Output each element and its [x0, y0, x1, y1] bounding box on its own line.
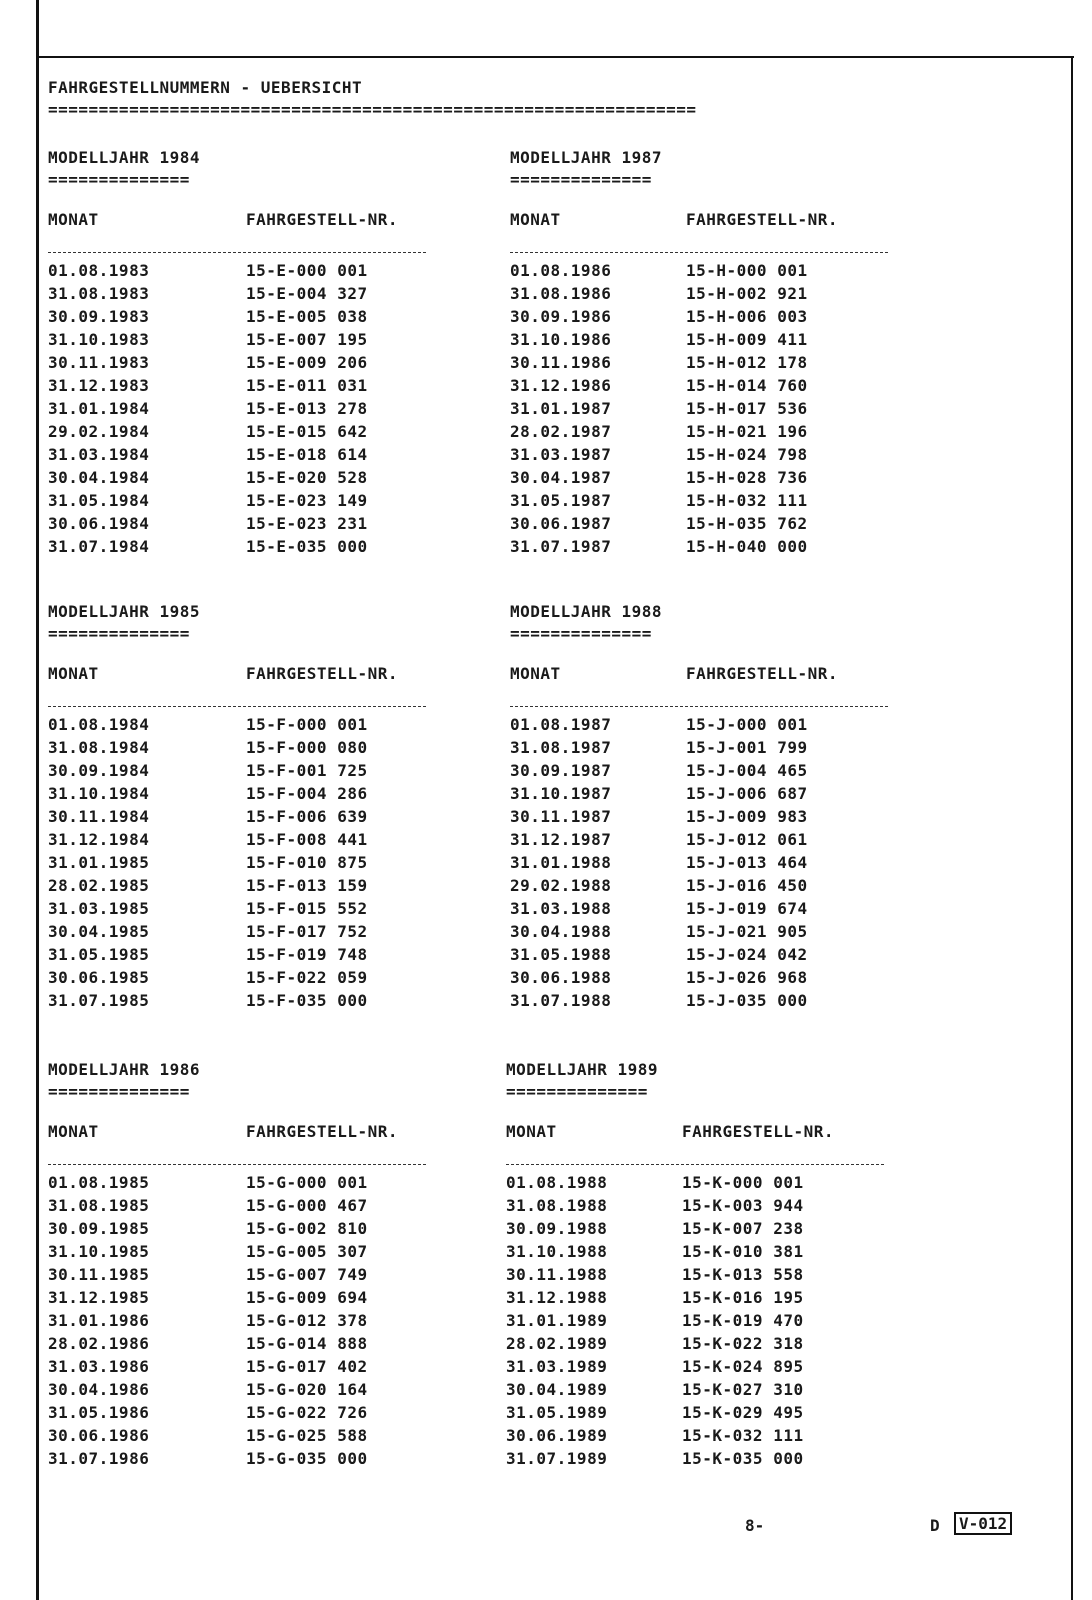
- section-title: MODELLJAHR 1986: [48, 1060, 200, 1079]
- chassis-number: 15-E-009 206: [246, 353, 368, 372]
- chassis-number: 15-K-029 495: [682, 1403, 804, 1422]
- table-row: [48, 284, 468, 307]
- chassis-number: 15-F-010 875: [246, 853, 368, 872]
- chassis-number: 15-J-012 061: [686, 830, 808, 849]
- month-date: 31.01.1984: [48, 399, 150, 418]
- month-date: 31.03.1987: [510, 445, 612, 464]
- month-date: 31.05.1985: [48, 945, 150, 964]
- month-date: 30.06.1986: [48, 1426, 150, 1445]
- month-date: 31.12.1987: [510, 830, 612, 849]
- chassis-number: 15-G-002 810: [246, 1219, 368, 1238]
- table-row: [48, 261, 468, 284]
- footer-letter: D: [930, 1516, 940, 1535]
- chassis-number: 15-F-017 752: [246, 922, 368, 941]
- month-date: 01.08.1986: [510, 261, 612, 280]
- section-modelljahr-1989: [506, 1060, 926, 1472]
- table-row: [506, 1265, 926, 1288]
- table-row: [506, 1242, 926, 1265]
- table-row: [510, 899, 930, 922]
- table-row: [506, 1380, 926, 1403]
- month-date: 30.11.1983: [48, 353, 150, 372]
- table-row: [48, 514, 468, 537]
- chassis-number: 15-K-027 310: [682, 1380, 804, 1399]
- chassis-number: 15-J-016 450: [686, 876, 808, 895]
- section-underline: ==============: [510, 624, 652, 643]
- table-row: [48, 876, 468, 899]
- month-date: 31.07.1986: [48, 1449, 150, 1468]
- month-date: 31.05.1989: [506, 1403, 608, 1422]
- chassis-number: 15-K-022 318: [682, 1334, 804, 1353]
- table-row: [510, 376, 930, 399]
- column-header: [510, 210, 930, 232]
- month-date: 31.07.1989: [506, 1449, 608, 1468]
- table-row: [510, 537, 930, 560]
- header-monat: MONAT: [510, 664, 561, 683]
- section-modelljahr-1987: [510, 148, 930, 560]
- chassis-number: 15-E-020 528: [246, 468, 368, 487]
- chassis-number: 15-K-032 111: [682, 1426, 804, 1445]
- table-row: [48, 1357, 468, 1380]
- chassis-number: 15-K-013 558: [682, 1265, 804, 1284]
- chassis-number: 15-G-000 467: [246, 1196, 368, 1215]
- month-date: 28.02.1985: [48, 876, 150, 895]
- month-date: 31.12.1983: [48, 376, 150, 395]
- month-date: 30.09.1988: [506, 1219, 608, 1238]
- chassis-number: 15-H-012 178: [686, 353, 808, 372]
- chassis-number: 15-E-004 327: [246, 284, 368, 303]
- document-title: FAHRGESTELLNUMMERN - UEBERSICHT: [48, 78, 363, 97]
- month-date: 30.04.1988: [510, 922, 612, 941]
- section-title: MODELLJAHR 1987: [510, 148, 662, 167]
- chassis-number: 15-E-018 614: [246, 445, 368, 464]
- chassis-number: 15-G-017 402: [246, 1357, 368, 1376]
- month-date: 31.01.1987: [510, 399, 612, 418]
- chassis-number: 15-H-014 760: [686, 376, 808, 395]
- section-underline: ==============: [506, 1082, 648, 1101]
- chassis-number: 15-K-003 944: [682, 1196, 804, 1215]
- chassis-number: 15-J-035 000: [686, 991, 808, 1010]
- month-date: 30.11.1988: [506, 1265, 608, 1284]
- chassis-number: 15-H-028 736: [686, 468, 808, 487]
- chassis-number: 15-H-009 411: [686, 330, 808, 349]
- month-date: 28.02.1986: [48, 1334, 150, 1353]
- header-monat: MONAT: [510, 210, 561, 229]
- month-date: 30.11.1987: [510, 807, 612, 826]
- month-date: 30.09.1986: [510, 307, 612, 326]
- month-date: 30.04.1987: [510, 468, 612, 487]
- table-row: [506, 1449, 926, 1472]
- header-fahrgestell: FAHRGESTELL-NR.: [682, 1122, 834, 1141]
- table-row: [510, 807, 930, 830]
- month-date: 30.06.1989: [506, 1426, 608, 1445]
- month-date: 31.12.1988: [506, 1288, 608, 1307]
- column-header: [48, 1122, 468, 1144]
- chassis-number: 15-K-007 238: [682, 1219, 804, 1238]
- month-date: 31.07.1985: [48, 991, 150, 1010]
- table-row: [48, 945, 468, 968]
- section-title: MODELLJAHR 1985: [48, 602, 200, 621]
- table-row: [506, 1219, 926, 1242]
- header-fahrgestell: FAHRGESTELL-NR.: [686, 664, 838, 683]
- section-underline: ==============: [48, 1082, 190, 1101]
- month-date: 31.12.1985: [48, 1288, 150, 1307]
- month-date: 31.03.1989: [506, 1357, 608, 1376]
- chassis-number: 15-J-006 687: [686, 784, 808, 803]
- month-date: 01.08.1984: [48, 715, 150, 734]
- table-row: [48, 307, 468, 330]
- chassis-number: 15-G-025 588: [246, 1426, 368, 1445]
- month-date: 31.07.1987: [510, 537, 612, 556]
- table-row: [48, 422, 468, 445]
- table-row: [510, 830, 930, 853]
- month-date: 30.06.1985: [48, 968, 150, 987]
- section-modelljahr-1988: [510, 602, 930, 1014]
- table-row: [510, 330, 930, 353]
- title-underline: ================================================================: [48, 100, 697, 119]
- column-header: [510, 664, 930, 686]
- chassis-number: 15-F-008 441: [246, 830, 368, 849]
- header-divider: [510, 232, 888, 253]
- table-row: [48, 376, 468, 399]
- chassis-number: 15-H-035 762: [686, 514, 808, 533]
- table-row: [510, 876, 930, 899]
- month-date: 31.08.1983: [48, 284, 150, 303]
- month-date: 30.11.1985: [48, 1265, 150, 1284]
- table-rows: [48, 261, 468, 560]
- chassis-number: 15-F-004 286: [246, 784, 368, 803]
- table-row: [510, 491, 930, 514]
- month-date: 31.01.1988: [510, 853, 612, 872]
- month-date: 30.09.1987: [510, 761, 612, 780]
- chassis-number: 15-J-004 465: [686, 761, 808, 780]
- month-date: 31.08.1985: [48, 1196, 150, 1215]
- chassis-number: 15-E-000 001: [246, 261, 368, 280]
- chassis-number: 15-E-005 038: [246, 307, 368, 326]
- chassis-number: 15-F-000 001: [246, 715, 368, 734]
- table-row: [510, 353, 930, 376]
- table-row: [510, 307, 930, 330]
- header-divider: [48, 1144, 426, 1165]
- table-row: [48, 399, 468, 422]
- month-date: 31.01.1989: [506, 1311, 608, 1330]
- month-date: 28.02.1989: [506, 1334, 608, 1353]
- month-date: 31.07.1988: [510, 991, 612, 1010]
- section-title: MODELLJAHR 1989: [506, 1060, 658, 1079]
- table-row: [48, 807, 468, 830]
- table-row: [506, 1426, 926, 1449]
- table-row: [48, 468, 468, 491]
- table-row: [510, 784, 930, 807]
- table-row: [48, 1242, 468, 1265]
- table-row: [48, 1288, 468, 1311]
- section-title: MODELLJAHR 1988: [510, 602, 662, 621]
- column-header: [48, 664, 468, 686]
- chassis-number: 15-F-001 725: [246, 761, 368, 780]
- table-row: [48, 491, 468, 514]
- table-row: [48, 1403, 468, 1426]
- header-fahrgestell: FAHRGESTELL-NR.: [246, 664, 398, 683]
- chassis-number: 15-K-010 381: [682, 1242, 804, 1261]
- table-rows: [48, 1173, 468, 1472]
- left-border: [36, 0, 39, 1600]
- month-date: 01.08.1983: [48, 261, 150, 280]
- month-date: 31.01.1986: [48, 1311, 150, 1330]
- header-monat: MONAT: [48, 664, 99, 683]
- header-monat: MONAT: [506, 1122, 557, 1141]
- table-row: [48, 991, 468, 1014]
- table-row: [506, 1334, 926, 1357]
- chassis-number: 15-E-007 195: [246, 330, 368, 349]
- month-date: 30.06.1984: [48, 514, 150, 533]
- month-date: 01.08.1985: [48, 1173, 150, 1192]
- right-border: [1071, 56, 1073, 1600]
- column-header: [48, 210, 468, 232]
- month-date: 31.05.1987: [510, 491, 612, 510]
- header-fahrgestell: FAHRGESTELL-NR.: [246, 1122, 398, 1141]
- table-row: [510, 284, 930, 307]
- chassis-number: 15-K-000 001: [682, 1173, 804, 1192]
- section-modelljahr-1986: [48, 1060, 468, 1472]
- month-date: 30.11.1984: [48, 807, 150, 826]
- month-date: 31.03.1986: [48, 1357, 150, 1376]
- page-number: 8-: [745, 1516, 765, 1535]
- table-row: [510, 991, 930, 1014]
- table-row: [48, 922, 468, 945]
- table-row: [48, 738, 468, 761]
- document-page: [48, 78, 1048, 1588]
- month-date: 01.08.1988: [506, 1173, 608, 1192]
- header-monat: MONAT: [48, 1122, 99, 1141]
- table-row: [506, 1357, 926, 1380]
- chassis-number: 15-G-012 378: [246, 1311, 368, 1330]
- chassis-number: 15-G-035 000: [246, 1449, 368, 1468]
- table-row: [510, 445, 930, 468]
- month-date: 31.08.1987: [510, 738, 612, 757]
- table-rows: [48, 715, 468, 1014]
- section-title: MODELLJAHR 1984: [48, 148, 200, 167]
- chassis-number: 15-J-001 799: [686, 738, 808, 757]
- chassis-number: 15-G-000 001: [246, 1173, 368, 1192]
- chassis-number: 15-J-024 042: [686, 945, 808, 964]
- table-row: [48, 1196, 468, 1219]
- document-reference: V-012: [954, 1512, 1012, 1535]
- table-row: [48, 761, 468, 784]
- month-date: 31.03.1984: [48, 445, 150, 464]
- table-row: [510, 945, 930, 968]
- table-row: [510, 715, 930, 738]
- month-date: 31.10.1987: [510, 784, 612, 803]
- chassis-number: 15-F-022 059: [246, 968, 368, 987]
- chassis-number: 15-F-000 080: [246, 738, 368, 757]
- chassis-number: 15-G-020 164: [246, 1380, 368, 1399]
- chassis-number: 15-K-019 470: [682, 1311, 804, 1330]
- month-date: 31.10.1983: [48, 330, 150, 349]
- header-monat: MONAT: [48, 210, 99, 229]
- chassis-number: 15-E-035 000: [246, 537, 368, 556]
- section-underline: ==============: [48, 170, 190, 189]
- chassis-number: 15-F-019 748: [246, 945, 368, 964]
- table-row: [48, 853, 468, 876]
- chassis-number: 15-G-005 307: [246, 1242, 368, 1261]
- table-row: [510, 761, 930, 784]
- month-date: 30.04.1989: [506, 1380, 608, 1399]
- chassis-number: 15-K-016 195: [682, 1288, 804, 1307]
- top-border: [36, 56, 1074, 58]
- chassis-number: 15-E-015 642: [246, 422, 368, 441]
- table-row: [510, 399, 930, 422]
- month-date: 01.08.1987: [510, 715, 612, 734]
- table-row: [506, 1173, 926, 1196]
- chassis-number: 15-F-015 552: [246, 899, 368, 918]
- chassis-number: 15-H-040 000: [686, 537, 808, 556]
- table-row: [510, 422, 930, 445]
- chassis-number: 15-K-035 000: [682, 1449, 804, 1468]
- table-row: [510, 968, 930, 991]
- chassis-number: 15-E-013 278: [246, 399, 368, 418]
- table-rows: [510, 261, 930, 560]
- chassis-number: 15-H-002 921: [686, 284, 808, 303]
- table-row: [506, 1311, 926, 1334]
- header-divider: [506, 1144, 884, 1165]
- month-date: 29.02.1984: [48, 422, 150, 441]
- table-rows: [506, 1173, 926, 1472]
- chassis-number: 15-F-013 159: [246, 876, 368, 895]
- chassis-number: 15-G-014 888: [246, 1334, 368, 1353]
- month-date: 31.12.1986: [510, 376, 612, 395]
- header-divider: [48, 232, 426, 253]
- table-row: [48, 537, 468, 560]
- chassis-number: 15-H-000 001: [686, 261, 808, 280]
- chassis-number: 15-H-006 003: [686, 307, 808, 326]
- chassis-number: 15-F-006 639: [246, 807, 368, 826]
- month-date: 31.12.1984: [48, 830, 150, 849]
- table-row: [48, 330, 468, 353]
- month-date: 30.04.1985: [48, 922, 150, 941]
- month-date: 31.01.1985: [48, 853, 150, 872]
- chassis-number: 15-H-017 536: [686, 399, 808, 418]
- month-date: 31.08.1984: [48, 738, 150, 757]
- chassis-number: 15-E-011 031: [246, 376, 368, 395]
- month-date: 31.05.1984: [48, 491, 150, 510]
- month-date: 30.06.1987: [510, 514, 612, 533]
- table-row: [48, 1219, 468, 1242]
- chassis-number: 15-J-019 674: [686, 899, 808, 918]
- month-date: 30.09.1983: [48, 307, 150, 326]
- chassis-number: 15-J-021 905: [686, 922, 808, 941]
- month-date: 31.10.1986: [510, 330, 612, 349]
- chassis-number: 15-H-021 196: [686, 422, 808, 441]
- month-date: 31.03.1988: [510, 899, 612, 918]
- table-row: [48, 1173, 468, 1196]
- column-header: [506, 1122, 926, 1144]
- table-row: [48, 1426, 468, 1449]
- chassis-number: 15-G-022 726: [246, 1403, 368, 1422]
- month-date: 31.05.1988: [510, 945, 612, 964]
- section-underline: ==============: [48, 624, 190, 643]
- table-row: [510, 468, 930, 491]
- month-date: 30.04.1984: [48, 468, 150, 487]
- table-row: [510, 738, 930, 761]
- table-row: [48, 1380, 468, 1403]
- chassis-number: 15-K-024 895: [682, 1357, 804, 1376]
- section-modelljahr-1984: [48, 148, 468, 560]
- table-rows: [510, 715, 930, 1014]
- table-row: [48, 353, 468, 376]
- header-fahrgestell: FAHRGESTELL-NR.: [686, 210, 838, 229]
- table-row: [506, 1288, 926, 1311]
- table-row: [510, 261, 930, 284]
- table-row: [48, 899, 468, 922]
- chassis-number: 15-J-026 968: [686, 968, 808, 987]
- month-date: 30.09.1984: [48, 761, 150, 780]
- header-divider: [510, 686, 888, 707]
- table-row: [48, 1449, 468, 1472]
- chassis-number: 15-J-009 983: [686, 807, 808, 826]
- chassis-number: 15-H-024 798: [686, 445, 808, 464]
- month-date: 31.08.1988: [506, 1196, 608, 1215]
- header-fahrgestell: FAHRGESTELL-NR.: [246, 210, 398, 229]
- chassis-number: 15-J-000 001: [686, 715, 808, 734]
- table-row: [506, 1403, 926, 1426]
- section-modelljahr-1985: [48, 602, 468, 1014]
- month-date: 31.05.1986: [48, 1403, 150, 1422]
- chassis-number: 15-G-007 749: [246, 1265, 368, 1284]
- table-row: [48, 1334, 468, 1357]
- month-date: 31.08.1986: [510, 284, 612, 303]
- table-row: [48, 968, 468, 991]
- chassis-number: 15-J-013 464: [686, 853, 808, 872]
- month-date: 30.09.1985: [48, 1219, 150, 1238]
- table-row: [48, 830, 468, 853]
- table-row: [48, 1311, 468, 1334]
- table-row: [48, 445, 468, 468]
- month-date: 30.04.1986: [48, 1380, 150, 1399]
- header-divider: [48, 686, 426, 707]
- chassis-number: 15-E-023 149: [246, 491, 368, 510]
- month-date: 31.10.1988: [506, 1242, 608, 1261]
- chassis-number: 15-G-009 694: [246, 1288, 368, 1307]
- chassis-number: 15-F-035 000: [246, 991, 368, 1010]
- month-date: 31.10.1985: [48, 1242, 150, 1261]
- chassis-number: 15-E-023 231: [246, 514, 368, 533]
- table-row: [48, 1265, 468, 1288]
- month-date: 30.11.1986: [510, 353, 612, 372]
- month-date: 31.03.1985: [48, 899, 150, 918]
- chassis-number: 15-H-032 111: [686, 491, 808, 510]
- table-row: [48, 715, 468, 738]
- month-date: 31.07.1984: [48, 537, 150, 556]
- section-underline: ==============: [510, 170, 652, 189]
- month-date: 30.06.1988: [510, 968, 612, 987]
- month-date: 31.10.1984: [48, 784, 150, 803]
- month-date: 28.02.1987: [510, 422, 612, 441]
- table-row: [48, 784, 468, 807]
- table-row: [510, 922, 930, 945]
- table-row: [506, 1196, 926, 1219]
- table-row: [510, 514, 930, 537]
- month-date: 29.02.1988: [510, 876, 612, 895]
- table-row: [510, 853, 930, 876]
